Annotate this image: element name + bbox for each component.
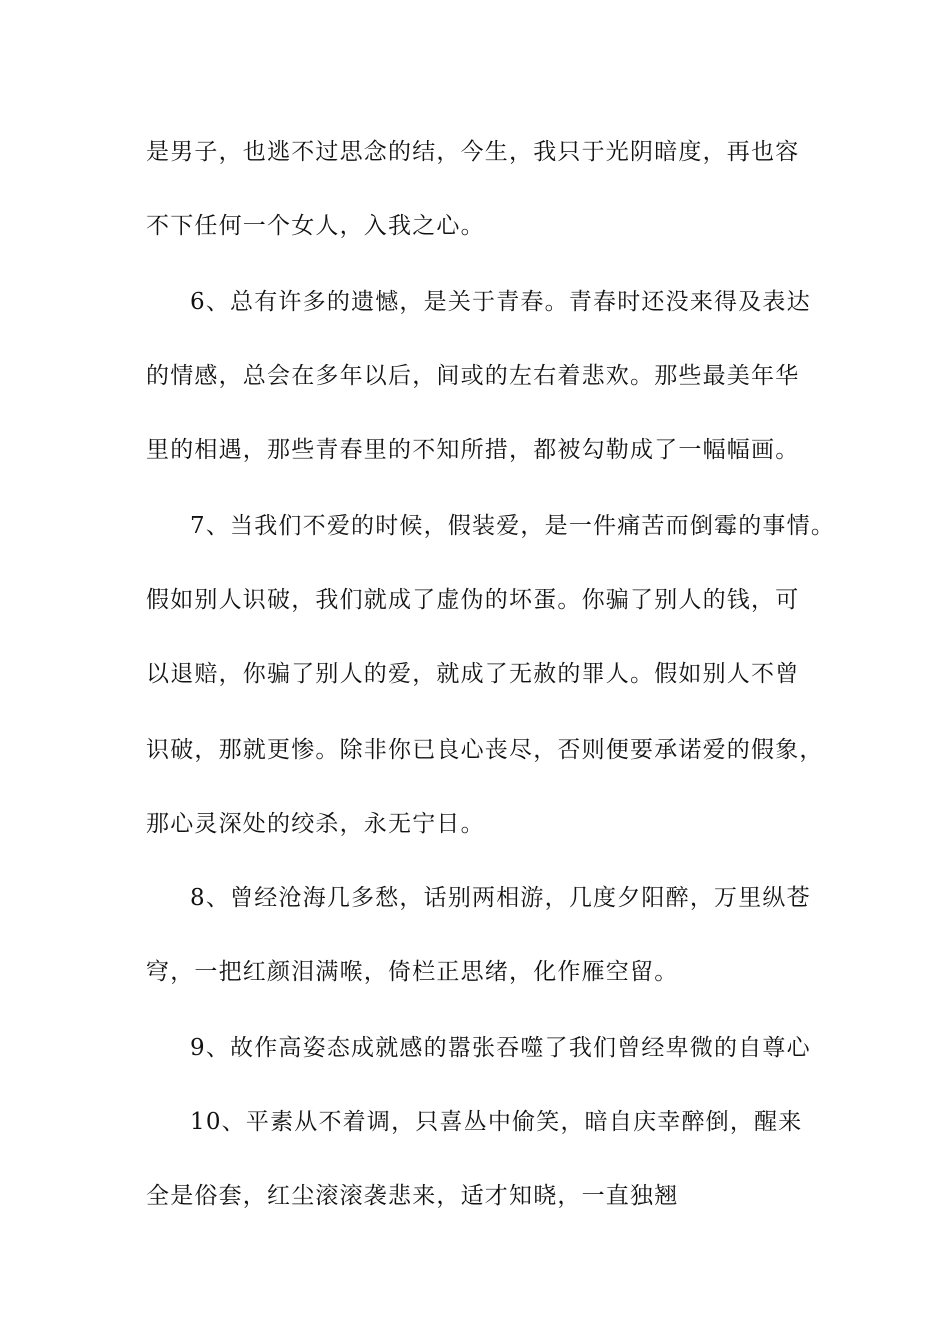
text-line: 穹，一把红颜泪满喉，倚栏正思绪，化作雁空留。 <box>146 959 679 985</box>
paragraph-9-start: 9、故作高姿态成就感的嚣张吞噬了我们曾经卑微的自尊心 <box>190 1035 811 1061</box>
text-line: 里的相遇，那些青春里的不知所措，都被勾勒成了一幅幅画。 <box>146 437 800 463</box>
text-line: 以退赔，你骗了别人的爱，就成了无赦的罪人。假如别人不曾 <box>146 661 800 687</box>
paragraph-7-start: 7、当我们不爱的时候，假装爱，是一件痛苦而倒霉的事情。 <box>190 513 836 539</box>
paragraph-6-start: 6、总有许多的遗憾，是关于青春。青春时还没来得及表达 <box>190 289 811 315</box>
text-line: 假如别人识破，我们就成了虚伪的坏蛋。你骗了别人的钱，可 <box>146 587 800 613</box>
paragraph-10-start: 10、平素从不着调，只喜丛中偷笑，暗自庆幸醉倒，醒来 <box>190 1109 803 1135</box>
text-line: 是男子，也逃不过思念的结，今生，我只于光阴暗度，再也容 <box>146 139 800 165</box>
text-line: 全是俗套，红尘滚滚袭悲来，适才知晓，一直独翘 <box>146 1183 679 1209</box>
paragraph-8-start: 8、曾经沧海几多愁，话别两相游，几度夕阳醉，万里纵苍 <box>190 885 811 911</box>
text-line: 不下任何一个女人，入我之心。 <box>146 213 485 239</box>
text-line: 识破，那就更惨。除非你已良心丧尽，否则便要承诺爱的假象， <box>146 737 824 763</box>
text-line: 的情感，总会在多年以后，间或的左右着悲欢。那些最美年华 <box>146 363 800 389</box>
text-line: 那心灵深处的绞杀，永无宁日。 <box>146 811 485 837</box>
